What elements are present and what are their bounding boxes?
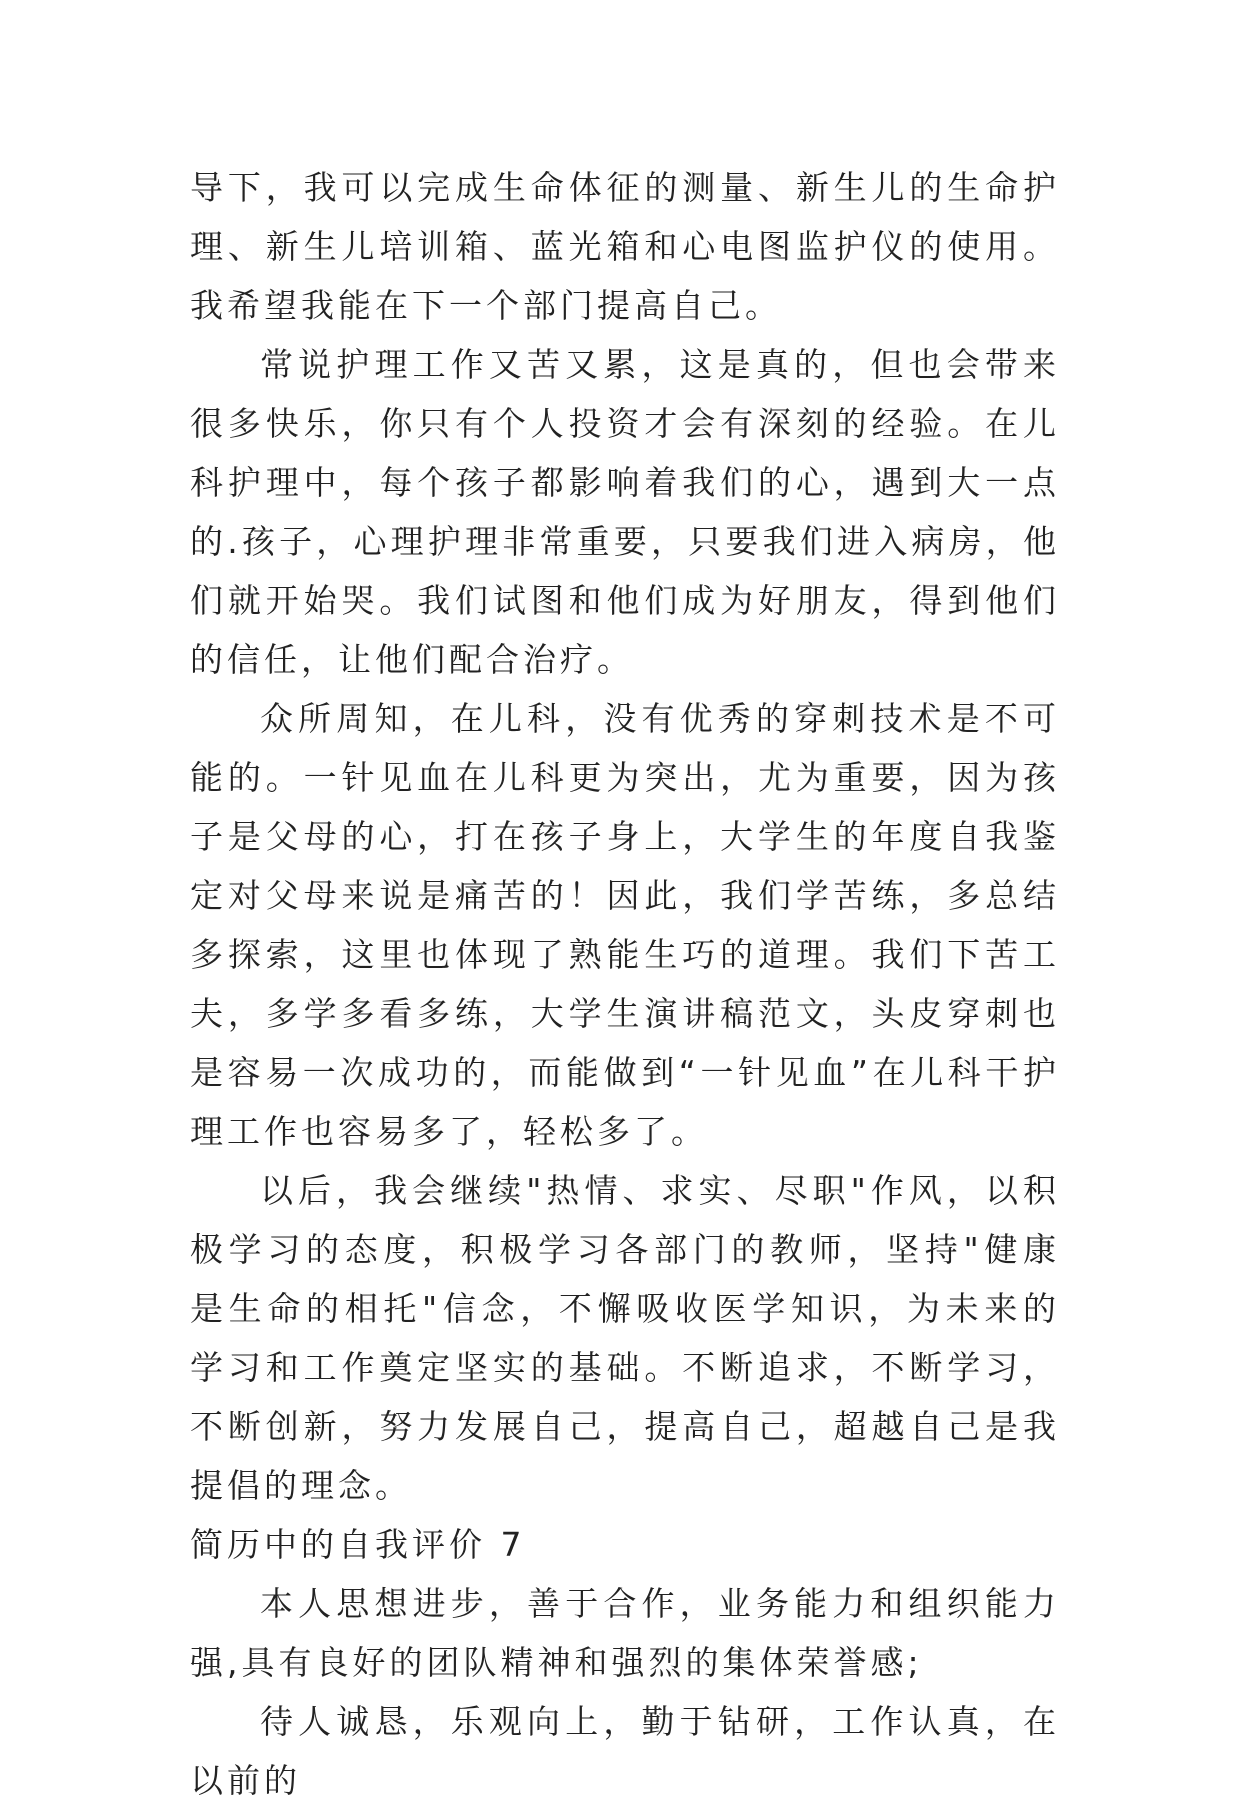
paragraph-6: 待人诚恳，乐观向上，勤于钻研，工作认真，在以前的	[190, 1702, 1060, 1800]
paragraph-5: 本人思想进步，善于合作，业务能力和组织能力强,具有良好的团队精神和强烈的集体荣誉感;	[190, 1584, 1060, 1682]
section-heading: 简历中的自我评价 7	[190, 1525, 526, 1564]
paragraph-4: 以后，我会继续"热情、求实、尽职"作风，以积极学习的态度，积极学习各部门的教师，坚持"健康是生命的相托"信念，不懈吸收医学知识，为未来的学习和工作奠定坚实的基础。不断追求，不断学习，不断创新，努力发展自己，提高自己，超越自己是我提倡的理念。	[190, 1171, 1060, 1505]
paragraph-1: 导下，我可以完成生命体征的测量、新生儿的生命护理、新生儿培训箱、蓝光箱和心电图监护仪的使用。我希望我能在下一个部门提高自己。	[190, 168, 1060, 325]
document-body	[190, 158, 1060, 1810]
paragraph-3: 众所周知，在儿科，没有优秀的穿刺技术是不可能的。一针见血在儿科更为突出，尤为重要，因为孩子是父母的心，打在孩子身上，大学生的年度自我鉴定对父母来说是痛苦的！因此，我们学苦练，多总结多探索，这里也体现了熟能生巧的道理。我们下苦工夫，多学多看多练，大学生演讲稿范文，头皮穿刺也是容易一次成功的，而能做到“一针见血”在儿科干护理工作也容易多了，轻松多了。	[190, 699, 1060, 1151]
paragraph-2: 常说护理工作又苦又累，这是真的，但也会带来很多快乐，你只有个人投资才会有深刻的经验。在儿科护理中，每个孩子都影响着我们的心，遇到大一点的.孩子，心理护理非常重要，只要我们进入病房，他们就开始哭。我们试图和他们成为好朋友，得到他们的信任，让他们配合治疗。	[190, 345, 1060, 679]
